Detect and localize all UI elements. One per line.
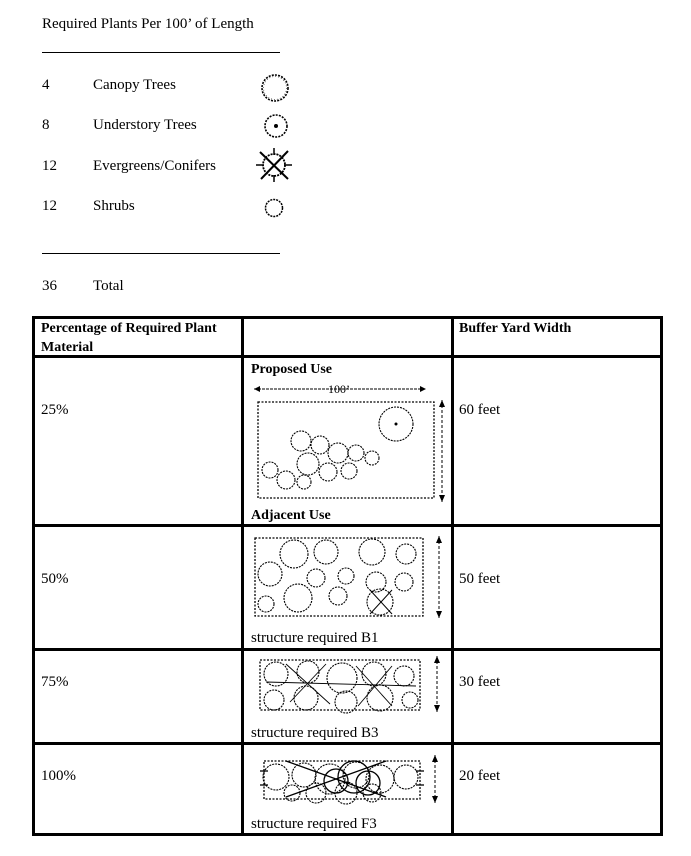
- row-width: 50 feet: [459, 571, 501, 587]
- legend-top-divider: [42, 52, 280, 53]
- legend-label-canopy: Canopy Trees: [93, 77, 176, 93]
- proposed-use-label: Proposed Use: [251, 362, 333, 377]
- row-width: 30 feet: [459, 674, 501, 690]
- structure-caption: structure required B1: [251, 630, 379, 646]
- legend-count-canopy: 4: [42, 77, 50, 93]
- legend-label-understory: Understory Trees: [93, 117, 197, 133]
- dimension-label: 100’: [328, 382, 350, 396]
- header-percentage: Percentage of Required Plant Material: [41, 321, 217, 355]
- row-width: 60 feet: [459, 402, 501, 418]
- row-percentage: 25%: [41, 402, 69, 418]
- row-percentage: 100%: [41, 768, 76, 784]
- table-border: [660, 316, 663, 836]
- table-border: [32, 524, 663, 527]
- legend-count-understory: 8: [42, 117, 50, 133]
- table-border: [451, 316, 454, 836]
- table-border: [32, 833, 663, 836]
- buffer-sketch-100: [246, 747, 448, 813]
- legend-total-count: 36: [42, 278, 57, 294]
- structure-caption: structure required F3: [251, 816, 377, 832]
- buffer-sketch-50: [246, 530, 448, 626]
- legend-label-evergreen: Evergreens/Conifers: [93, 158, 217, 174]
- canopy-tree-icon: [258, 72, 292, 104]
- legend-bottom-divider: [42, 253, 280, 254]
- buffer-sketch-25: [246, 380, 448, 508]
- legend-count-shrubs: 12: [42, 198, 57, 214]
- adjacent-use-label: Adjacent Use: [251, 508, 331, 523]
- table-border: [32, 648, 663, 651]
- buffer-sketch-75: [246, 652, 448, 722]
- table-border: [32, 316, 35, 836]
- legend-count-evergreen: 12: [42, 158, 57, 174]
- legend-title: Required Plants Per 100’ of Length: [42, 16, 254, 32]
- row-width: 20 feet: [459, 768, 501, 784]
- understory-tree-icon: [262, 112, 290, 140]
- shrub-icon: [262, 196, 286, 220]
- row-percentage: 50%: [41, 571, 69, 587]
- header-buffer-width: Buffer Yard Width: [459, 321, 572, 336]
- row-percentage: 75%: [41, 674, 69, 690]
- evergreen-conifer-icon: [254, 146, 294, 184]
- structure-caption: structure required B3: [251, 725, 379, 741]
- legend-total-label: Total: [93, 278, 124, 294]
- table-border: [32, 742, 663, 745]
- buffer-yard-table: [32, 316, 663, 836]
- legend-label-shrubs: Shrubs: [93, 198, 135, 214]
- table-border: [241, 316, 244, 836]
